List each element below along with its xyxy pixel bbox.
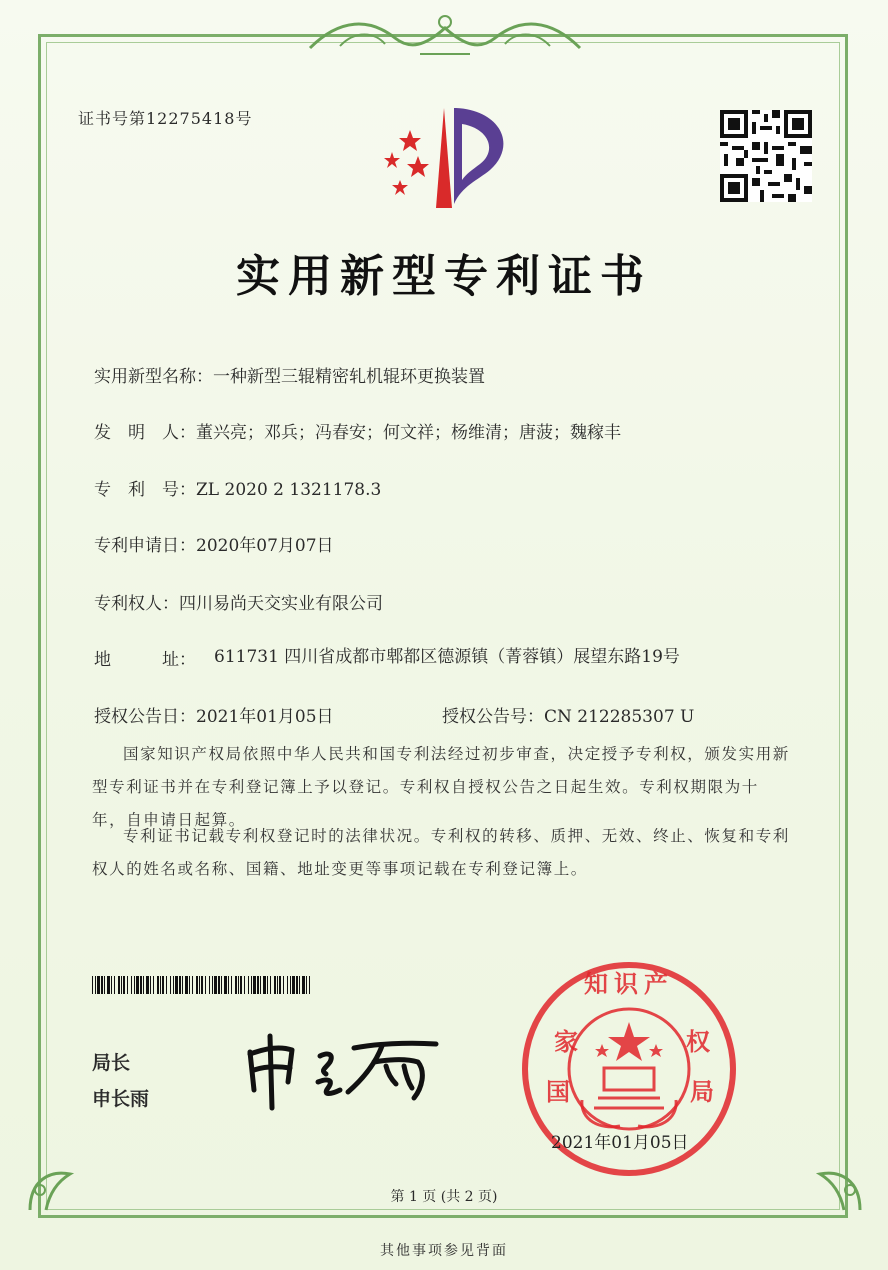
address-label: 地 址：: [94, 650, 196, 670]
grant-date-row: [94, 702, 334, 727]
grant-number-value: CN 212285307 U: [544, 707, 695, 727]
filing-date-value: 2020年07月07日: [196, 536, 334, 556]
grant-number-label: 授权公告号：: [442, 707, 544, 727]
patent-number-row: [94, 475, 381, 500]
patentee-value: 四川易尚天交实业有限公司: [179, 594, 383, 614]
director-title: 局长: [92, 1052, 131, 1074]
utility-model-name-label: 实用新型名称：: [94, 367, 213, 387]
svg-text:权: 权: [686, 1028, 710, 1056]
utility-model-name-value: 一种新型三辊精密轧机辊环更换装置: [213, 367, 485, 387]
patentee-row: [94, 589, 383, 614]
svg-text:局: 局: [690, 1078, 714, 1106]
patent-number-label: 专 利 号：: [94, 480, 196, 500]
certificate-number: 证书号第12275418号: [78, 109, 253, 128]
address-row: [94, 645, 196, 670]
svg-text:国: 国: [546, 1078, 570, 1106]
corner-ornament-icon: [20, 1150, 90, 1220]
grant-date-value: 2021年01月05日: [196, 707, 334, 727]
signature-icon: [236, 1022, 446, 1112]
svg-text:知识产: 知识产: [584, 970, 674, 998]
grant-date-label: 授权公告日：: [94, 707, 196, 727]
legal-paragraph-2: 专利证书记载专利权登记时的法律状况。专利权的转移、质押、无效、终止、恢复和专利权人的姓名或名称、国籍、地址变更等事项记载在专利登记簿上。: [92, 827, 790, 878]
filing-date-row: [94, 531, 334, 556]
top-ornament-icon: [300, 8, 590, 60]
back-note: 其他事项参见背面: [380, 1243, 508, 1259]
inventor-row: [94, 418, 621, 443]
director-name: 申长雨: [92, 1088, 150, 1110]
certificate-title: 实用新型专利证书: [236, 251, 652, 302]
corner-ornament-icon: [800, 1150, 870, 1220]
svg-text:家: 家: [554, 1028, 578, 1056]
patentee-label: 专利权人：: [94, 594, 179, 614]
cnipa-emblem-icon: [370, 100, 520, 212]
barcode-icon: [92, 976, 314, 994]
page-number: 第 1 页 (共 2 页): [390, 1189, 498, 1205]
legal-paragraph-1: 国家知识产权局依照中华人民共和国专利法经过初步审查，决定授予专利权，颁发实用新型专利证书并在专利登记簿上予以登记。专利权自授权公告之日起生效。专利权期限为十年，自申请日起算。: [92, 745, 790, 829]
filing-date-label: 专利申请日：: [94, 536, 196, 556]
seal-date: 2021年01月05日: [551, 1133, 689, 1153]
patent-number-value: ZL 2020 2 1321178.3: [196, 480, 382, 500]
address-value: 611731 四川省成都市郫都区德源镇（菁蓉镇）展望东路19号: [214, 647, 680, 667]
grant-number-row: [442, 702, 694, 727]
inventor-value: 董兴亮；邓兵；冯春安；何文祥；杨维清；唐菠；魏稼丰: [196, 423, 621, 443]
utility-model-name-row: [94, 362, 485, 387]
inventor-label: 发 明 人：: [94, 423, 196, 443]
qr-code-icon: [720, 110, 812, 202]
